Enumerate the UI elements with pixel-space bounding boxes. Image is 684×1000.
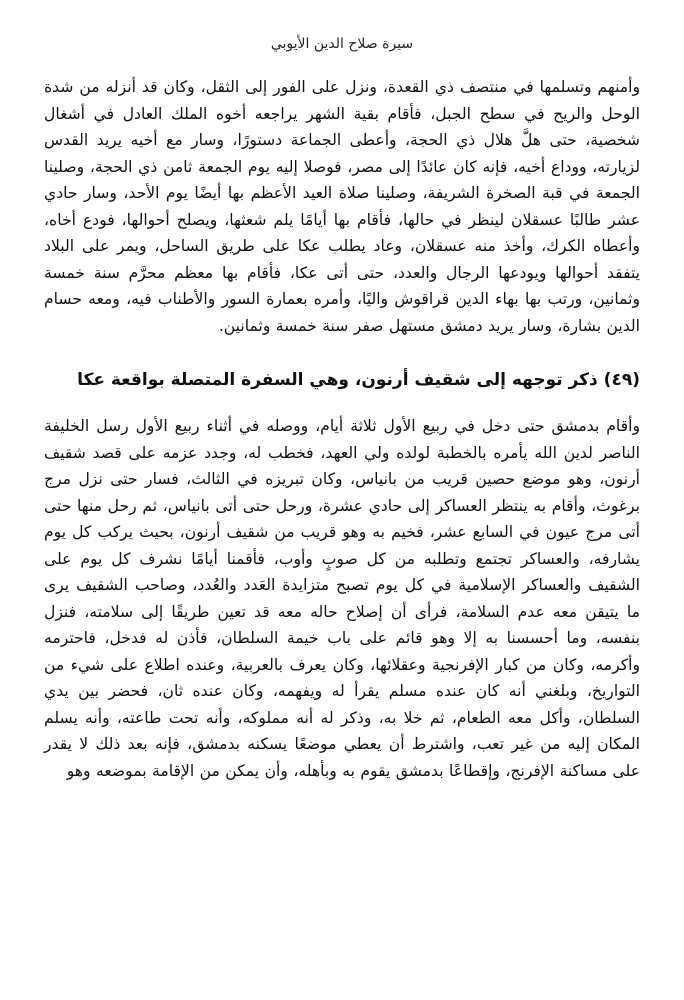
running-header: سيرة صلاح الدين الأيوبي xyxy=(270,36,414,52)
section-heading: (٤٩) ذكر توجهه إلى شقيف أرنون، وهي السفرة المتصلة بواقعة عكا xyxy=(77,370,640,390)
paragraph-section-body: وأقام بدمشق حتى دخل في ربيع الأول ثلاثة أيام، ووصله في أثناء ربيع الأول رسل الخليفة الناصر لدين الله يأمره بالخطبة لولده ولي العهد، فخطب له، وجدد عزمه على قصد شقيف أرنون، وهو موضع حصين قريب من بانياس، وكان تبريزه في الثالث، فسار حتى نزل مرج برغوث، وأقام به ينتظر العساكر إلى حادي عشرة، ورحل حتى أتى بانياس، ثم رحل منها حتى أتى مرج عيون في السابع عشر، فخيم به وهو قريب من شقيف أرنون، بحيث يركب كل يوم يشارفه، والعساكر تجتمع وتطلبه من كل صوبٍ وأوب، فأقمنا أيامًا نشرف كل يوم على الشقيف والعساكر الإسلامية في كل يوم تصبح متزايدة العَدد والعُدد، وصاحب الشقيف يرى ما يتيقن معه عدم السلامة، فرأى أن إصلاح حاله معه قد تعين طريقًا إلى سلامته، فنزل بنفسه، وما أحسسنا به إلا وهو قائم على باب خيمة السلطان، فأذن له فدخل، فاحترمه وأكرمه، وكان من كبار الإفرنجية وعقلائها، وكان يعرف بالعربية، وعنده اطلاع على شيء من التواريخ، وبلغني أنه كان عنده مسلم يقرأ له ويفهمه، وكان عنده ثان، فحضر بين يدي السلطان، وأكل معه الطعام، ثم خلا به، وذكر له أنه مملوكه، وأنه تحت طاعته، وأنه يسلم المكان إليه من غير تعب، واشترط أن يعطي موضعًا يسكنه بدمشق، فإنه بعد ذلك لا يقدر على مساكنة الإفرنج، وإقطاعًا بدمشق يقوم به وبأهله، وأن يمكن من الإقامة بموضعه وهو xyxy=(44,417,640,780)
paragraph-intro: وأمنهم وتسلمها في منتصف ذي القعدة، ونزل على الفور إلى الثقل، وكان قد أنزله من شدة الوحل والريح في سطح الجبل، فأقام بقية الشهر يراجعه أخوه الملك العادل في أشغال شخصية، حتى هلَّ هلال ذي الحجة، وأعطى الجماعة دستورًا، وسار مع أخيه يريد القدس لزيارته، ووداع أخيه، فإنه كان عائدًا إلى مصر، فوصلا إليه يوم الجمعة ثامن ذي الحجة، وصلينا الجمعة في قبة الصخرة الشريفة، وصلينا صلاة العيد الأعظم بها أيضًا يوم الأحد، وسار حادي عشر طالبًا عسقلان لينظر في حالها، فأقام بها أيامًا يلم شعثها، ويصلح أحوالها، فودع أخاه، وأعطاه الكرك، وأخذ منه عسقلان، وعاد يطلب عكا على طريق الساحل، ويمر على البلاد يتفقد أحوالها ويودعها الرجال والعدد، حتى أتى عكا، فأقام بها معظم محرَّم سنة خمسة وثمانين، ورتب بها بهاء الدين قراقوش واليًا، وأمره بعمارة السور والأطناب فيه، ومعه حسام الدين بشارة، وسار يريد دمشق مستهل صفر سنة خمسة وثمانين. xyxy=(44,78,640,335)
